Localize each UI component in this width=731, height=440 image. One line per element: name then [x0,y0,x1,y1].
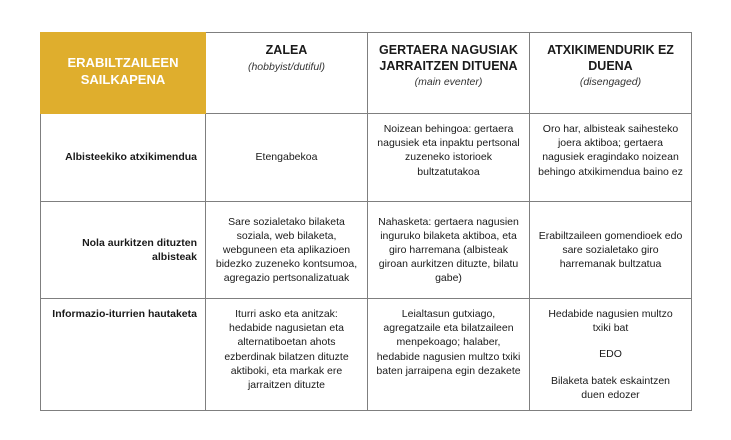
table-cell: Iturri asko eta anitzak: hedabide nagusietan eta alternatiboetan ahots ezberdinak bilatzen dituzte aktiboki, eta markak ere jarraitzen dituzte [206,299,368,411]
table-cell: Etengabekoa [206,114,368,202]
column-header-disengaged [530,33,692,114]
table-row [41,202,692,299]
corner-header: ERABILTZAILEEN SAILKAPENA [41,33,206,114]
table-cell: Noizean behingoa: gertaera nagusiek eta inpaktu pertsonal zuzeneko istorioek bultzatutakoa [368,114,530,202]
row-label: Informazio-iturrien hautaketa [41,299,206,411]
table-row [41,299,692,411]
column-header-main-eventer [368,33,530,114]
row-label: Nola aurkitzen dituzten albisteak [41,202,206,299]
table-row [41,114,692,202]
header-row [41,33,692,114]
column-subtitle: (main eventer) [414,76,483,89]
cell-paragraph: Hedabide nagusien multzo txiki bat [548,308,673,335]
table-cell: Nahasketa: gertaera nagusien inguruko bilaketa aktiboa, eta giro harremana (albisteak giroan aurkitzen dituzte, bilatu gabe) [368,202,530,299]
table-cell [530,299,692,411]
cell-paragraph: EDO [599,348,622,361]
column-title: ZALEA [265,43,308,57]
column-title: GERTAERA NAGUSIAK JARRAITZEN DITUENA [379,43,518,73]
cell-paragraph: Bilaketa batek eskaintzen duen edozer [550,374,671,401]
user-classification-table [40,32,692,411]
table-cell: Sare sozialetako bilaketa soziala, web bilaketa, webguneen eta aplikazioen bidezko zuzeneko kontsumoa, agregazio pertsonalizatuak [206,202,368,299]
column-subtitle: (hobbyist/dutiful) [247,60,326,73]
row-label: Albisteekiko atxikimendua [41,114,206,202]
column-title: ATXIKIMENDURIK EZ DUENA [547,43,674,73]
table-cell: Oro har, albisteak saihesteko joera aktiboa; gertaera nagusiek eragindako noizean behingo atxikimendua baino ez [530,114,692,202]
column-subtitle: (disengaged) [579,76,642,89]
table-cell: Erabiltzaileen gomendioek edo sare sozialetako giro harremanak bultzatua [530,202,692,299]
table-cell: Leialtasun gutxiago, agregatzaile eta bilatzaileen menpekoago; halaber, hedabide nagusien multzo txiki baten jarraipena egin dezakete [368,299,530,411]
column-header-hobbyist [206,33,368,114]
